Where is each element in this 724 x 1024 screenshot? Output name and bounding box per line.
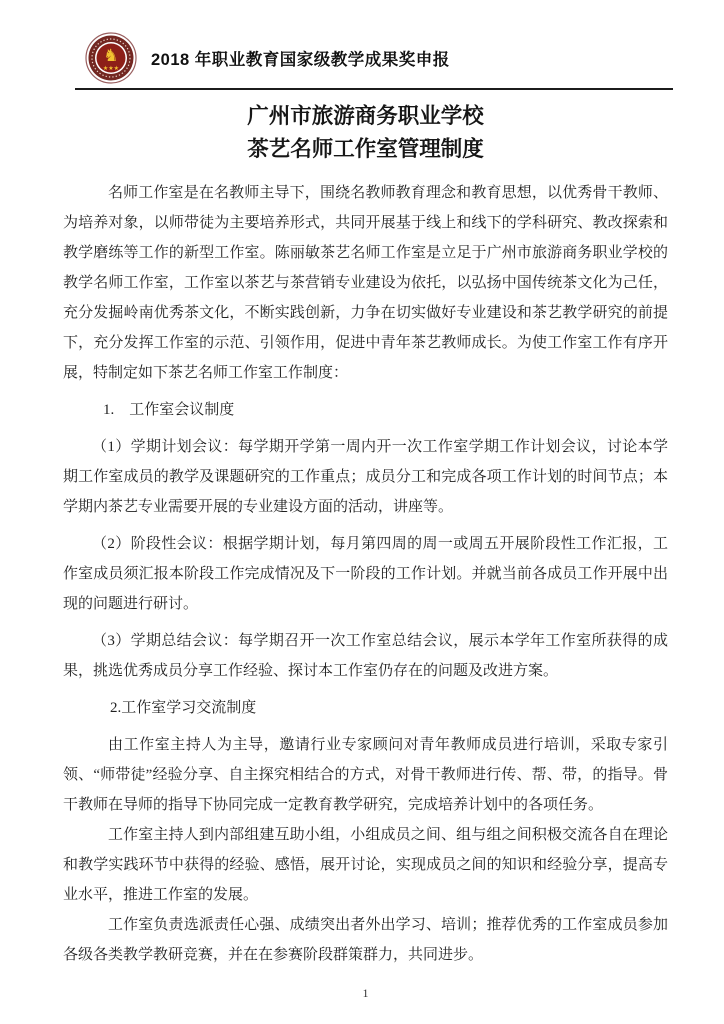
section-2-paragraph-2: 工作室主持人到内部组建互助小组，小组成员之间、组与组之间积极交流各自在理论和教学实践环节中获得的经验、感悟，展开讨论，实现成员之间的知识和经验分享，提高专业水平，推进工作室的发展。 bbox=[63, 827, 668, 903]
document-title bbox=[63, 100, 668, 166]
school-emblem-icon bbox=[85, 32, 137, 84]
intro-paragraph: 名师工作室是在名教师主导下，围绕名教师教育理念和教育思想，以优秀骨干教师、为培养对象，以师带徒为主要培养形式，共同开展基于线上和线下的学科研究、教改探索和教学磨练等工作的新型工作室。陈丽敏茶艺名师工作室是立足于广州市旅游商务职业学校的教学名师工作室，工作室以茶艺与茶营销专业建设为依托，以弘扬中国传统茶文化为己任，充分发掘岭南优秀茶文化，不断实践创新，力争在切实做好专业建设和茶艺教学研究的前提下，充分发挥工作室的示范、引领作用，促进中青年茶艺教师成长。为使工作室工作有序开展，特制定如下茶艺名师工作室工作制度： bbox=[63, 185, 668, 381]
document-title-line2: 茶艺名师工作室管理制度 bbox=[247, 137, 484, 161]
svg-text:♞: ♞ bbox=[103, 46, 119, 66]
document-title-line1: 广州市旅游商务职业学校 bbox=[247, 104, 484, 128]
section-2-heading: 2.工作室学习交流制度 bbox=[110, 700, 257, 716]
svg-text:★★★: ★★★ bbox=[102, 65, 120, 72]
section-1-heading: 1. 工作室会议制度 bbox=[103, 402, 235, 418]
section-1-item-2: （2）阶段性会议：根据学期计划，每月第四周的周一或周五开展阶段性工作汇报，工作室成员须汇报本阶段工作完成情况及下一阶段的工作计划。并就当前各成员工作开展中出现的问题进行研讨。 bbox=[63, 536, 668, 612]
header-divider bbox=[75, 88, 673, 90]
section-2-paragraph-3: 工作室负责选派责任心强、成绩突出者外出学习、培训；推荐优秀的工作室成员参加各级各类教学教研竞赛，并在在参赛阶段群策群力，共同进步。 bbox=[63, 917, 668, 963]
document-body bbox=[63, 178, 668, 970]
page-header bbox=[63, 32, 668, 84]
section-2-paragraph-1: 由工作室主持人为主导，邀请行业专家顾问对青年教师成员进行培训，采取专家引领、“师带徒”经验分享、自主探究相结合的方式，对骨干教师进行传、帮、带，的指导。骨干教师在导师的指导下协同完成一定教育教学研究，完成培养计划中的各项任务。 bbox=[63, 737, 668, 813]
header-banner-title: 2018 年职业教育国家级教学成果奖申报 bbox=[151, 51, 450, 69]
section-1-item-1: （1）学期计划会议：每学期开学第一周内开一次工作室学期工作计划会议，讨论本学期工作室成员的教学及课题研究的工作重点；成员分工和完成各项工作计划的时间节点；本学期内茶艺专业需要开展的专业建设方面的活动，讲座等。 bbox=[63, 439, 668, 515]
page-number: 1 bbox=[362, 986, 369, 1000]
section-1-item-3: （3）学期总结会议：每学期召开一次工作室总结会议，展示本学年工作室所获得的成果，挑选优秀成员分享工作经验、探讨本工作室仍存在的问题及改进方案。 bbox=[63, 633, 668, 679]
